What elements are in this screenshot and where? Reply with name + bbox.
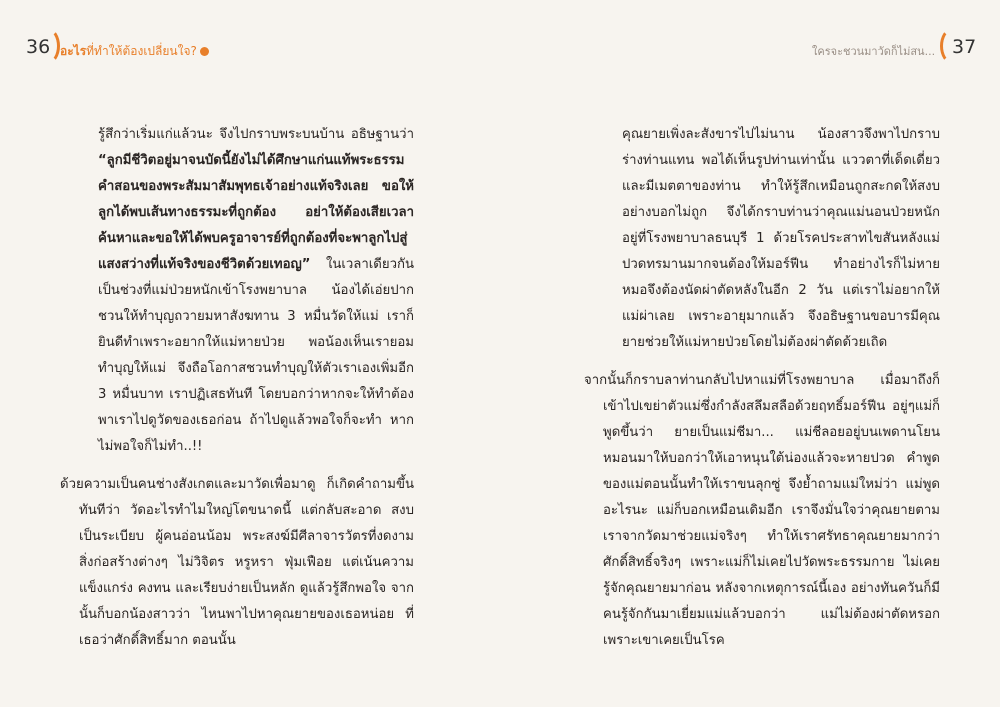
running-title-bold: อะไร	[60, 44, 87, 58]
left-column	[62, 122, 414, 666]
left-paragraph-2: ด้วยความเป็นคนช่างสังเกตและมาวัดเพื่อมาดู ก็เกิดคำถามขึ้นทันทีว่า วัดอะไรทำไมใหญ่โตขนาดนี้ แต่กลับสะอาด สงบ เป็นระเบียบ ผู้คนอ่อนน้อม พระสงฆ์มีศีลาจารวัตรที่งดงาม สิ่งก่อสร้างต่างๆ ไม่วิจิตร หรูหรา ฟุ่มเฟือย แต่เน้นความแข็งแกร่ง คงทน และเรียบง่ายเป็นหลัก ดูแล้วรู้สึกพอใจ จากนั้นก็บอกน้องสาวว่า ไหนพาไปหาคุณยายของเธอหน่อย ที่เธอว่าศักดิ์สิทธิ์มาก ตอนนั้น	[60, 477, 414, 648]
left-para1-prayer: “ลูกมีชีวิตอยู่มาจนบัดนี้ยังไม่ได้ศึกษาแก่นแท้พระธรรม คำสอนของพระสัมมาสัมพุทธเจ้าอย่างแท้จริงเลย ขอให้ลูกได้พบเส้นทางธรรมะที่ถูกต้อง อย่าให้ต้องเสียเวลาค้นหาและขอให้ได้พบครูอาจารย์ที่ถูกต้องที่จะพาลูกไปสู่แสงสว่างที่แท้จริงของชีวิตด้วยเทอญ”	[98, 153, 414, 272]
running-title-rest: ที่ทำให้ต้องเปลี่ยนใจ?	[86, 44, 197, 58]
right-running-title: ใครจะชวนมาวัดก็ไม่สน...	[812, 45, 936, 58]
right-column	[584, 122, 940, 666]
left-para1-rest: ในเวลาเดียวกันเป็นช่วงที่แม่ป่วยหนักเข้าโรงพยาบาล น้องได้เอ่ยปากชวนให้ทำบุญถวายมหาสังฆทาน 3 หมื่นวัดให้แม่ เราก็ยินดีทำเพราะอยากให้แม่หายป่วย พอน้องเห็นเรายอมทำบุญให้แม่ จึงถือโอกาสชวนทำบุญให้ตัวเราเองเพิ่มอีก 3 หมื่นบาท เราปฏิเสธทันที โดยบอกว่าหากจะให้ทำต้องพาเราไปดูวัดของเธอก่อน ถ้าไปดูแล้วพอใจก็จะทำ หากไม่พอใจก็ไม่ทำ..!!	[98, 257, 414, 454]
right-paragraph-1: คุณยายเพิ่งละสังขารไปไม่นาน น้องสาวจึงพาไปกราบร่างท่านแทน พอได้เห็นรูปท่านเท่านั้น แววตาที่เด็ดเดี่ยวและมีเมตตาของท่าน ทำให้รู้สึกเหมือนถูกสะกดให้สงบอย่างบอกไม่ถูก จึงได้กราบท่านว่าคุณแม่นอนป่วยหนักอยู่ที่โรงพยาบาลธนบุรี 1 ด้วยโรคประสาทไขสันหลังแม่ปวดทรมานมากจนต้องให้มอร์ฟีน ทำอย่างไรก็ไม่หายหมอจึงต้องนัดผ่าตัดหลังในอีก 2 วัน แต่เราไม่อยากให้แม่ผ่าเลย เพราะอายุมากแล้ว จึงอธิษฐานขอบารมีคุณยายช่วยให้แม่หายป่วยโดยไม่ต้องผ่าตัดด้วยเถิด	[622, 127, 940, 350]
left-running-title	[60, 42, 209, 61]
left-page-arc	[36, 28, 60, 64]
smile-icon	[200, 47, 209, 56]
left-paragraph-1	[62, 122, 414, 460]
right-paragraph-2: จากนั้นก็กราบลาท่านกลับไปหาแม่ที่โรงพยาบาล เมื่อมาถึงก็เข้าไปเขย่าตัวแม่ซึ่งกำลังสลึมสลือด้วยฤทธิ์มอร์ฟีน อยู่ๆแม่ก็พูดขึ้นว่า ยายเป็นแม่ชีมา... แม่ชีลอยอยู่บนเพดานโยนหมอนมาให้บอกว่าให้เอาหนุนใต้น่องแล้วจะหายปวด คำพูดของแม่ตอนนั้นทำให้เราขนลุกซู่ จึงย้ำถามแม่ใหม่ว่า แม่พูดอะไรนะ แม่ก็บอกเหมือนเดิมอีก เราจึงมั่นใจว่าคุณยายตามเราจากวัดมาช่วยแม่จริงๆ ทำให้เราศรัทธาคุณยายมากว่าศักดิ์สิทธิ์จริงๆ เพราะแม่ก็ไม่เคยไปวัดพระธรรมกาย ไม่เคยรู้จักคุณยายมาก่อน หลังจากเหตุการณ์นี้เอง อย่างทันควันก็มีคนรู้จักกันมาเยี่ยมแม่แล้วบอกว่า แม่ไม่ต้องผ่าตัดหรอก เพราะเขาเคยเป็นโรค	[584, 373, 940, 648]
left-para1-intro: รู้สึกว่าเริ่มแก่แล้วนะ จึงไปกราบพระบนบ้าน อธิษฐานว่า	[98, 127, 414, 142]
right-page-number: 37	[952, 36, 977, 58]
left-page-number: 36	[26, 36, 51, 58]
